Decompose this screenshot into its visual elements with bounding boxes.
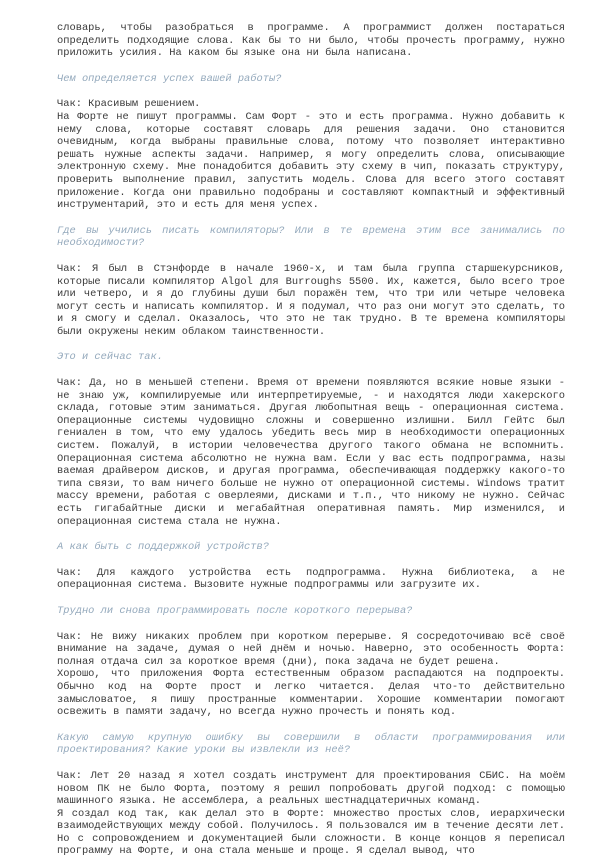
interview-question: Трудно ли снова программировать после короткого перерыва? <box>57 604 413 617</box>
answer-paragraph: Чак: Я был в Стэнфорде в начале 1960-х, и там была группа старшекурсников, которые писали компилятор Algol для Burroughs 5500. Их, кажется, было всего трое или четверо, и я до глубины души был поражён тем, что три или четыре человека могут сесть и написать компилятор. И я подумал, что раз они могут это сделать, то и я смогу и сделал. Оказалось, что это не так трудно. В те времена компиляторы были окружены неким облаком таинственности. <box>57 262 565 338</box>
answer-paragraph: словарь, чтобы разобраться в программе. А программист должен постараться определить подходящие слова. Как бы то ни было, чтобы прочесть программу, нужно приложить усилия. На каком бы языке она ни была написана. <box>57 22 565 60</box>
interview-question: Где вы учились писать компиляторы? Или в те времена этим все занимались по необходимости? <box>57 224 565 250</box>
answer-paragraph: Я создал код так, как делал это в Форте: множество простых слов, иерархически взаимодействующих между собой. Получилось. Я пользовался им в течение десяти лет. Но с сопровождением и документацией были сложности. В конце концов я переписал программу на Форте, и она стала меньше и проще. Я сделал вывод, что <box>57 807 565 858</box>
answer-paragraph: Хорошо, что приложения Форта естественным образом распадаются на подпроекты. Обычно код на Форте прост и легко читается. Делая что-то действительно замысловатое, я пишу пространные комментарии. Хорошие комментарии помогают освежить в памяти задачу, но всегда нужно прочесть и понять код. <box>57 668 565 719</box>
answer-paragraph: Чак: Для каждого устройства есть подпрограмма. Нужна библиотека, а не операционная система. Вызовите нужные подпрограммы или загрузите их. <box>57 566 565 592</box>
answer-paragraph: Чак: Да, но в меньшей степени. Время от времени появляются всякие новые языки - не знаю уж, компилируемые или интерпретируемые, - и находятся люди хакерского склада, готовые этим заниматься. Другая любопытная вещь - операционная система. Операционные системы чудовищно сложны и совершенно излишни. Билл Гейтс был гениален в том, что ему удалось убедить весь мир в необходимости операционных систем. Пожалуй, в истории человечества другого такого обмана не вспомнить. Операционная система абсолютно не нужна вам. Если у вас есть подпрограмма, назы ваемая драйвером дисков, и другая программа, обеспечивающая поддержку какого-то типа связи, то вам ничего больше не нужно от операционной системы. Windows тратит массу времени, работая с оверлеями, дисками и т.п., что никому не нужно. Сейчас есть гигабайтные диски и мегабайтная оперативная память. Мир изменился, и операционная система стала не нужна. <box>57 377 565 528</box>
interview-question: Какую самую крупную ошибку вы совершили в области программирования или проектирования? Какие уроки вы извлекли из неё? <box>57 731 565 757</box>
interview-question: Чем определяется успех вашей работы? <box>57 72 282 85</box>
answer-paragraph: Чак: Не вижу никаких проблем при коротком перерыве. Я сосредоточиваю всё своё внимание на задаче, думая о ней днём и ночью. Наверно, это особенность Форта: полная отдача сил за короткое время (дни), пока задача не будет решена. <box>57 630 565 668</box>
answer-block <box>57 98 565 211</box>
answer-block <box>57 22 565 60</box>
answer-paragraph: Чак: Лет 20 назад я хотел создать инструмент для проектирования СБИС. На моём новом ПК не было Форта, поэтому я решил попробовать другой подход: с помощью машинного языка. Не ассемблера, а реальных шестнадцатеричных команд. <box>57 769 565 808</box>
answer-paragraph: Чак: Красивым решением. <box>57 98 201 111</box>
answer-block <box>57 263 565 339</box>
answer-block <box>57 770 565 858</box>
answer-block <box>57 377 565 528</box>
answer-paragraph: На Форте не пишут программы. Сам Форт - это и есть программа. Нужно добавить к нему слова, которые составят словарь для решения задачи. Оно становится очевидным, когда выбраны правильные слова, потому что позволяет интерактивно решать нужные аспекты задачи. Например, я могу определить слова, описывающие электронную схему. Мне понадобится добавить эту схему в чип, показать структуру, проверить выполнение правил, запустить модель. Слова для всего этого составят приложение. Когда они правильно подобраны и составляют компактный и эффективный инструментарий, это и есть для меня успех. <box>57 110 565 212</box>
answer-block <box>57 631 565 719</box>
answer-block <box>57 567 565 592</box>
interview-question: А как быть с поддержкой устройств? <box>57 541 270 554</box>
interview-question: Это и сейчас так. <box>57 351 164 364</box>
document-page <box>57 22 565 858</box>
